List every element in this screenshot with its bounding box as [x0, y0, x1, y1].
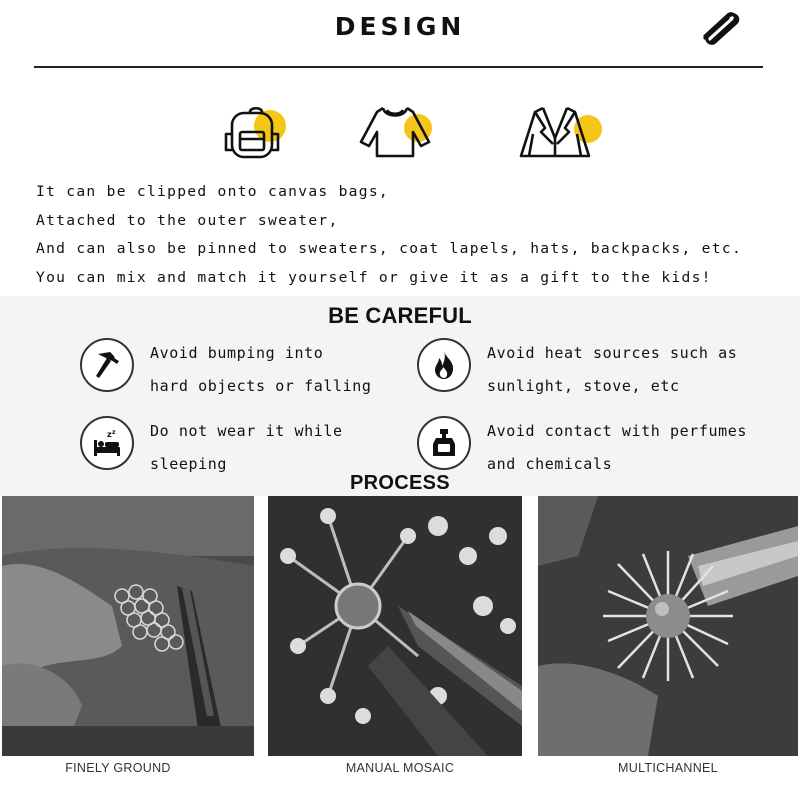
care-text-line: sleeping [150, 455, 228, 473]
process-caption: MANUAL MOSAIC [345, 761, 455, 775]
backpack-icon [220, 104, 300, 160]
process-photo-mosaic [268, 496, 522, 756]
sleeping-bed-icon [80, 416, 134, 470]
care-text-line: Avoid heat sources such as [487, 344, 738, 362]
sweater-icon [355, 104, 435, 160]
perfume-bottle-icon [417, 416, 471, 470]
process-photo-ground [2, 496, 254, 756]
description [36, 178, 796, 292]
care-text-line: sunlight, stove, etc [487, 377, 680, 395]
process-photo-multichannel [538, 496, 798, 756]
svg-text:z: z [112, 429, 116, 436]
process-title: PROCESS [350, 472, 450, 494]
care-item-bumping [80, 338, 440, 408]
care-text-line: hard objects or falling [150, 377, 372, 395]
process-caption: MULTICHANNEL [618, 761, 718, 775]
page-title: DESIGN [334, 12, 466, 41]
care-text-line: Avoid contact with perfumes [487, 422, 748, 440]
care-item-heat [417, 338, 777, 408]
paperclip-icon [697, 8, 743, 46]
care-text-line: Do not wear it while [150, 422, 343, 440]
care-text-line: and chemicals [487, 455, 613, 473]
jacket-icon [515, 104, 595, 160]
header-divider [34, 66, 763, 68]
description-line: And can also be pinned to sweaters, coat lapels, hats, backpacks, etc. [36, 240, 743, 257]
description-line: You can mix and match it yourself or give it as a gift to the kids! [36, 268, 712, 286]
description-line: It can be clipped onto canvas bags, [36, 183, 390, 200]
process-caption: FINELY GROUND [65, 761, 171, 775]
flame-icon [417, 338, 471, 392]
hammer-icon [80, 338, 134, 392]
careful-title: BE CAREFUL [328, 303, 472, 328]
description-line: Attached to the outer sweater, [36, 211, 339, 229]
care-text-line: Avoid bumping into [150, 344, 324, 362]
svg-text:z: z [107, 430, 112, 439]
